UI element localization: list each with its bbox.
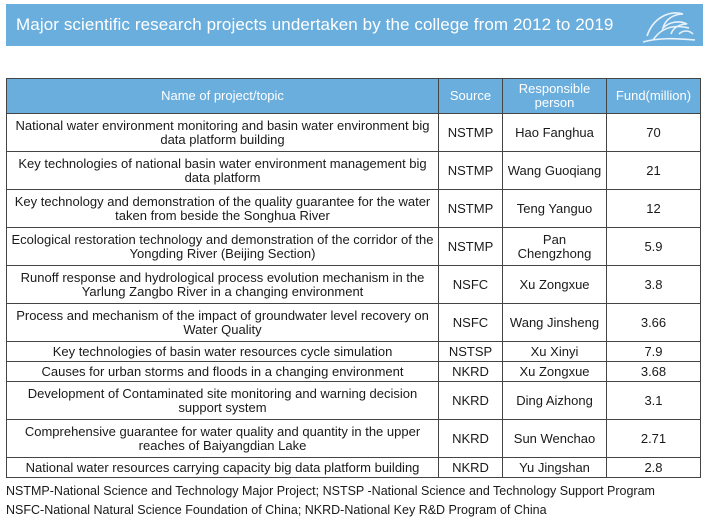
project-fund: 21 bbox=[607, 152, 701, 190]
project-person: Teng Yanguo bbox=[503, 190, 607, 228]
project-source: NKRD bbox=[439, 420, 503, 458]
project-person: Pan Chengzhong bbox=[503, 228, 607, 266]
table-row bbox=[7, 190, 701, 228]
project-source: NSTMP bbox=[439, 190, 503, 228]
project-name: Ecological restoration technology and demonstration of the corridor of the Yongding River (Beijing Section) bbox=[7, 228, 439, 266]
footnote-line: NSTMP-National Science and Technology Major Project; NSTSP -National Science and Technology Support Program bbox=[6, 484, 655, 498]
project-person: Wang Jinsheng bbox=[503, 304, 607, 342]
project-person: Ding Aizhong bbox=[503, 382, 607, 420]
project-fund: 2.8 bbox=[607, 458, 701, 478]
table-header-row bbox=[7, 79, 701, 114]
project-source: NKRD bbox=[439, 458, 503, 478]
project-name: National water resources carrying capacity big data platform building bbox=[7, 458, 439, 478]
project-name: Development of Contaminated site monitoring and warning decision support system bbox=[7, 382, 439, 420]
table-row bbox=[7, 304, 701, 342]
column-header-source: Source bbox=[439, 79, 503, 114]
page-title: Major scientific research projects undertaken by the college from 2012 to 2019 bbox=[16, 15, 614, 34]
table-row bbox=[7, 420, 701, 458]
table-row bbox=[7, 266, 701, 304]
project-name: Runoff response and hydrological process evolution mechanism in the Yarlung Zangbo River in a changing environment bbox=[7, 266, 439, 304]
project-name: Key technologies of national basin water environment management big data platform bbox=[7, 152, 439, 190]
project-fund: 2.71 bbox=[607, 420, 701, 458]
column-header-name: Name of project/topic bbox=[7, 79, 439, 114]
column-header-person: Responsible person bbox=[503, 79, 607, 114]
project-fund: 3.66 bbox=[607, 304, 701, 342]
title-banner bbox=[6, 4, 703, 46]
project-person: Xu Zongxue bbox=[503, 362, 607, 382]
project-person: Xu Zongxue bbox=[503, 266, 607, 304]
project-source: NSTMP bbox=[439, 228, 503, 266]
project-source: NSTMP bbox=[439, 152, 503, 190]
project-source: NSFC bbox=[439, 266, 503, 304]
project-name: Key technology and demonstration of the quality guarantee for the water taken from beside the Songhua River bbox=[7, 190, 439, 228]
column-header-fund: Fund(million) bbox=[607, 79, 701, 114]
footnote-line: NSFC-National Natural Science Foundation of China; NKRD-National Key R&D Program of China bbox=[6, 503, 547, 517]
project-name: Causes for urban storms and floods in a changing environment bbox=[7, 362, 439, 382]
project-fund: 12 bbox=[607, 190, 701, 228]
table-row bbox=[7, 362, 701, 382]
project-fund: 3.68 bbox=[607, 362, 701, 382]
table-row bbox=[7, 458, 701, 478]
project-source: NKRD bbox=[439, 362, 503, 382]
project-name: Key technologies of basin water resources cycle simulation bbox=[7, 342, 439, 362]
project-fund: 3.1 bbox=[607, 382, 701, 420]
project-fund: 3.8 bbox=[607, 266, 701, 304]
project-source: NKRD bbox=[439, 382, 503, 420]
project-name: Process and mechanism of the impact of groundwater level recovery on Water Quality bbox=[7, 304, 439, 342]
project-person: Hao Fanghua bbox=[503, 114, 607, 152]
footnotes bbox=[6, 482, 655, 520]
project-name: National water environment monitoring and basin water environment big data platform building bbox=[7, 114, 439, 152]
project-source: NSTSP bbox=[439, 342, 503, 362]
project-person: Xu Xinyi bbox=[503, 342, 607, 362]
table-row bbox=[7, 342, 701, 362]
table-row bbox=[7, 228, 701, 266]
projects-table bbox=[6, 78, 701, 478]
project-fund: 70 bbox=[607, 114, 701, 152]
project-person: Sun Wenchao bbox=[503, 420, 607, 458]
project-fund: 5.9 bbox=[607, 228, 701, 266]
project-source: NSTMP bbox=[439, 114, 503, 152]
project-person: Yu Jingshan bbox=[503, 458, 607, 478]
table-row bbox=[7, 382, 701, 420]
project-fund: 7.9 bbox=[607, 342, 701, 362]
wave-logo-icon bbox=[639, 6, 697, 44]
project-source: NSFC bbox=[439, 304, 503, 342]
project-person: Wang Guoqiang bbox=[503, 152, 607, 190]
table-row bbox=[7, 114, 701, 152]
project-name: Comprehensive guarantee for water quality and quantity in the upper reaches of Baiyangdian Lake bbox=[7, 420, 439, 458]
table-row bbox=[7, 152, 701, 190]
